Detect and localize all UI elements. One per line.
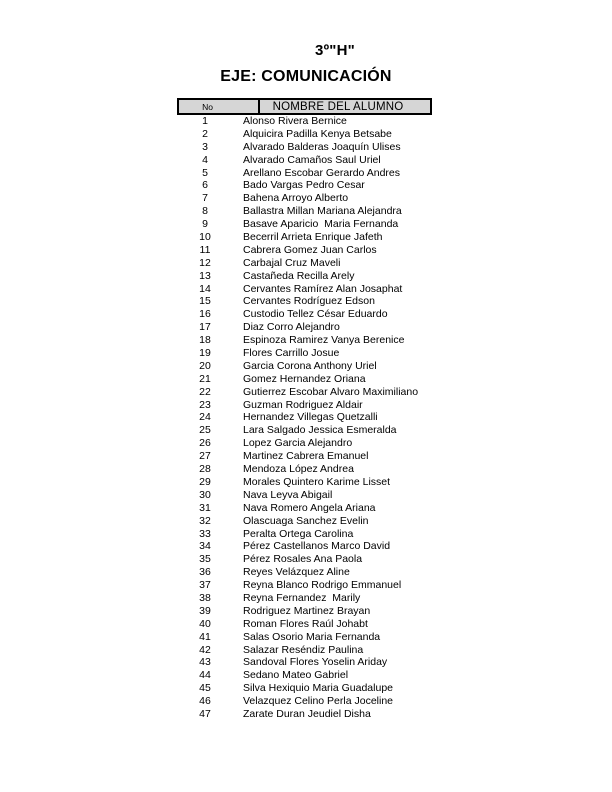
table-row xyxy=(177,347,432,360)
student-number: 4 xyxy=(202,153,208,166)
student-name: Guzman Rodriguez Aldair xyxy=(243,398,363,411)
student-number: 45 xyxy=(199,682,211,695)
table-row xyxy=(177,179,432,192)
student-name: Velazquez Celino Perla Joceline xyxy=(243,695,394,708)
student-number: 27 xyxy=(199,450,211,463)
student-name: Peralta Ortega Carolina xyxy=(243,527,354,540)
table-row xyxy=(177,579,432,592)
table-row xyxy=(177,128,432,141)
student-name: Ballastra Millan Mariana Alejandra xyxy=(243,205,402,218)
table-row xyxy=(177,334,432,347)
student-name: Espinoza Ramirez Vanya Berenice xyxy=(243,334,405,347)
student-number: 29 xyxy=(199,475,211,488)
table-row xyxy=(177,154,432,167)
student-number: 2 xyxy=(202,127,208,140)
student-name: Salazar Reséndiz Paulina xyxy=(243,643,364,656)
student-number: 23 xyxy=(199,398,211,411)
table-row xyxy=(177,270,432,283)
table-row xyxy=(177,399,432,412)
table-row xyxy=(177,502,432,515)
table-row xyxy=(177,244,432,257)
student-number: 14 xyxy=(199,282,211,295)
student-number: 40 xyxy=(199,617,211,630)
table-row xyxy=(177,192,432,205)
student-number: 18 xyxy=(199,334,211,347)
student-number: 16 xyxy=(199,308,211,321)
student-name: Salas Osorio Maria Fernanda xyxy=(243,630,381,643)
student-number: 41 xyxy=(199,630,211,643)
table-row xyxy=(177,218,432,231)
student-name: Hernandez Villegas Quetzalli xyxy=(243,411,378,424)
student-number: 11 xyxy=(199,243,211,256)
table-row xyxy=(177,605,432,618)
student-number: 5 xyxy=(202,166,208,179)
student-name: Bado Vargas Pedro Cesar xyxy=(243,179,365,192)
student-name: Alvarado Balderas Joaquín Ulises xyxy=(243,140,401,153)
table-row xyxy=(177,656,432,669)
table-row xyxy=(177,553,432,566)
student-name: Garcia Corona Anthony Uriel xyxy=(243,359,377,372)
student-number: 8 xyxy=(202,205,208,218)
student-number: 7 xyxy=(202,192,208,205)
student-number: 6 xyxy=(202,179,208,192)
table-row xyxy=(177,424,432,437)
student-name: Castañeda Recilla Arely xyxy=(243,269,355,282)
student-name: Carbajal Cruz Maveli xyxy=(243,256,341,269)
student-number: 1 xyxy=(202,115,208,127)
table-row xyxy=(177,295,432,308)
student-name: Nava Leyva Abigail xyxy=(243,488,333,501)
table-row xyxy=(177,476,432,489)
student-number: 15 xyxy=(199,295,211,308)
table-row xyxy=(177,141,432,154)
table-row xyxy=(177,463,432,476)
student-number: 3 xyxy=(202,140,208,153)
table-row xyxy=(177,489,432,502)
student-number: 33 xyxy=(199,527,211,540)
student-name: Nava Romero Angela Ariana xyxy=(243,501,376,514)
student-name: Becerril Arrieta Enrique Jafeth xyxy=(243,231,383,244)
table-row xyxy=(177,682,432,695)
student-name: Arellano Escobar Gerardo Andres xyxy=(243,166,401,179)
student-name: Reyes Velázquez Aline xyxy=(243,566,350,579)
table-row xyxy=(177,631,432,644)
student-name: Cabrera Gomez Juan Carlos xyxy=(243,243,377,256)
student-number: 24 xyxy=(199,411,211,424)
table-header-row xyxy=(177,98,432,115)
student-name: Lopez Garcia Alejandro xyxy=(243,437,353,450)
table-row xyxy=(177,540,432,553)
table-row xyxy=(177,360,432,373)
student-number: 13 xyxy=(199,269,211,282)
student-number: 28 xyxy=(199,463,211,476)
student-name: Alquicira Padilla Kenya Betsabe xyxy=(243,127,392,140)
table-row xyxy=(177,257,432,270)
student-number: 47 xyxy=(199,707,211,720)
student-number: 22 xyxy=(199,385,211,398)
student-name: Pérez Castellanos Marco David xyxy=(243,540,391,553)
student-number: 42 xyxy=(199,643,211,656)
table-row xyxy=(177,669,432,682)
student-number: 26 xyxy=(199,437,211,450)
table-row xyxy=(177,373,432,386)
table-row xyxy=(177,592,432,605)
student-name: Roman Flores Raúl Johabt xyxy=(243,617,368,630)
student-number: 38 xyxy=(199,591,211,604)
student-name: Basave Aparicio Maria Fernanda xyxy=(243,218,399,231)
student-number: 44 xyxy=(199,669,211,682)
student-number: 46 xyxy=(199,695,211,708)
table-row xyxy=(177,283,432,296)
table-row xyxy=(177,450,432,463)
student-number: 37 xyxy=(199,579,211,592)
student-number: 30 xyxy=(199,488,211,501)
student-name: Cervantes Ramírez Alan Josaphat xyxy=(243,282,403,295)
student-number: 17 xyxy=(199,321,211,334)
student-name: Gomez Hernandez Oriana xyxy=(243,372,366,385)
table-row xyxy=(177,708,432,721)
table-body xyxy=(177,115,432,721)
table-row xyxy=(177,205,432,218)
column-header-number: No xyxy=(179,100,260,113)
table-row xyxy=(177,695,432,708)
table-row xyxy=(177,386,432,399)
student-name: Sandoval Flores Yoselin Ariday xyxy=(243,656,388,669)
student-number: 35 xyxy=(199,553,211,566)
column-header-name: NOMBRE DEL ALUMNO xyxy=(272,100,404,113)
student-number: 9 xyxy=(202,218,208,231)
table-row xyxy=(177,231,432,244)
student-number: 25 xyxy=(199,424,211,437)
student-name: Flores Carrillo Josue xyxy=(243,347,340,360)
student-name: Alvarado Camaños Saul Uriel xyxy=(243,153,381,166)
table-row xyxy=(177,515,432,528)
student-number: 32 xyxy=(199,514,211,527)
student-name: Rodriguez Martinez Brayan xyxy=(243,604,371,617)
student-name: Diaz Corro Alejandro xyxy=(243,321,340,334)
table-row xyxy=(177,115,432,128)
student-number: 39 xyxy=(199,604,211,617)
table-row xyxy=(177,321,432,334)
student-name: Alonso Rivera Bernice xyxy=(243,115,347,127)
student-name: Lara Salgado Jessica Esmeralda xyxy=(243,424,397,437)
table-row xyxy=(177,528,432,541)
student-number: 34 xyxy=(199,540,211,553)
student-number: 36 xyxy=(199,566,211,579)
student-name: Martinez Cabrera Emanuel xyxy=(243,450,369,463)
table-row xyxy=(177,644,432,657)
student-name: Custodio Tellez César Eduardo xyxy=(243,308,388,321)
student-name: Zarate Duran Jeudiel Disha xyxy=(243,707,371,720)
student-number: 21 xyxy=(199,372,211,385)
student-number: 19 xyxy=(199,347,211,360)
table-row xyxy=(177,167,432,180)
student-name: Cervantes Rodríguez Edson xyxy=(243,295,375,308)
student-name: Olascuaga Sanchez Evelin xyxy=(243,514,369,527)
student-name: Reyna Fernandez Marily xyxy=(243,591,361,604)
table-row xyxy=(177,411,432,424)
student-name: Gutierrez Escobar Alvaro Maximiliano xyxy=(243,385,419,398)
student-name: Bahena Arroyo Alberto xyxy=(243,192,349,205)
table-row xyxy=(177,308,432,321)
table-row xyxy=(177,566,432,579)
table-row xyxy=(177,618,432,631)
page-subtitle: EJE: COMUNICACIÓN xyxy=(220,68,392,85)
student-number: 31 xyxy=(199,501,211,514)
student-name: Silva Hexiquio Maria Guadalupe xyxy=(243,682,393,695)
page-title: 3º"H" xyxy=(315,42,355,59)
student-name: Morales Quintero Karime Lisset xyxy=(243,475,391,488)
student-name: Pérez Rosales Ana Paola xyxy=(243,553,363,566)
student-number: 10 xyxy=(199,231,211,244)
table-row xyxy=(177,437,432,450)
student-name: Reyna Blanco Rodrigo Emmanuel xyxy=(243,579,402,592)
student-name: Sedano Mateo Gabriel xyxy=(243,669,349,682)
student-number: 12 xyxy=(199,256,211,269)
student-name: Mendoza López Andrea xyxy=(243,463,354,476)
student-number: 43 xyxy=(199,656,211,669)
student-number: 20 xyxy=(199,359,211,372)
